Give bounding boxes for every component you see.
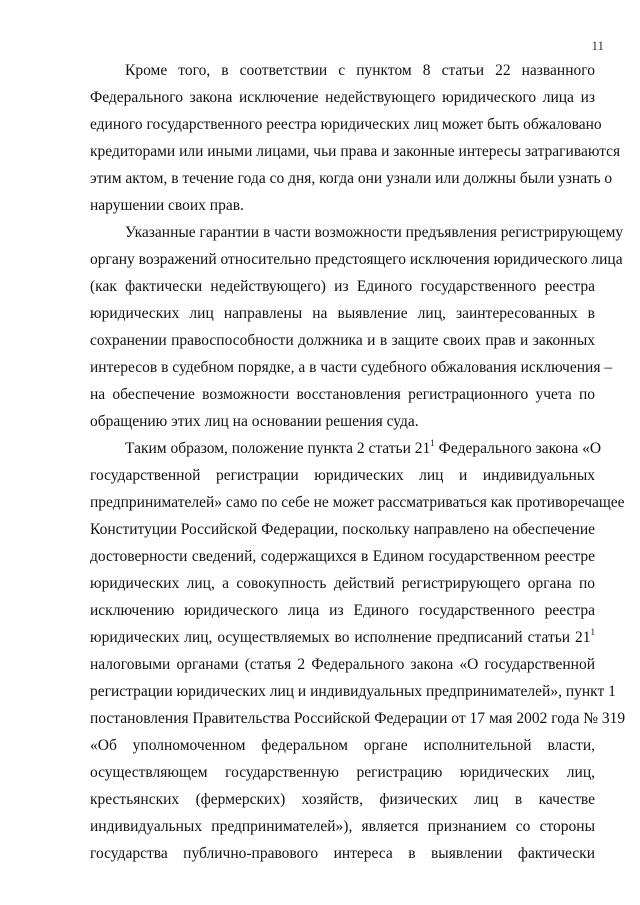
text-line: обращению этих лиц на основании решения суда. — [90, 413, 419, 430]
page-number: 11 — [591, 38, 604, 53]
superscript: 1 — [590, 627, 595, 637]
text-line: органу возражений относительно предстоящего исключения юридического лица — [90, 251, 623, 268]
text-line: Конституции Российской Федерации, поскольку направлено на обеспечение — [90, 521, 595, 538]
text-line — [90, 628, 595, 655]
text-line: единого государственного реестра юридических лиц может быть обжаловано — [90, 116, 602, 133]
text-line: регистрации юридических лиц и индивидуальных предпринимателей», пункт 1 — [90, 683, 616, 700]
paragraph-2 — [90, 223, 624, 439]
text-line: Указанные гарантии в части возможности предъявления регистрирующему — [125, 224, 624, 241]
text-fragment: Таким образом, положение пункта 2 статьи 21 — [125, 440, 431, 457]
document-body — [90, 61, 626, 871]
text-line: постановления Правительства Российской Федерации от 17 мая 2002 года № 319 — [90, 710, 626, 727]
text-line: Кроме того, в соответствии с пунктом 8 статьи 22 названного — [125, 62, 595, 79]
text-line: интересов в судебном порядке, а в части судебного обжалования исключения – — [90, 359, 613, 376]
text-line: государственной регистрации юридических лиц и индивидуальных — [90, 467, 595, 484]
text-line: крестьянских (фермерских) хозяйств, физических лиц в качестве — [90, 791, 595, 808]
text-line: осуществляющем государственную регистрацию юридических лиц, — [90, 764, 595, 781]
text-fragment: юридических лиц, осуществляемых во исполнение предписаний статьи 21 — [90, 629, 591, 646]
text-line: юридических лиц направлены на выявление лиц, заинтересованных в — [90, 305, 595, 322]
text-fragment: Федерального закона «О — [434, 440, 602, 457]
text-line: кредиторами или иными лицами, чьи права и законные интересы затрагиваются — [90, 143, 621, 160]
text-line: налоговыми органами (статья 2 Федерального закона «О государственной — [90, 656, 595, 673]
text-line: на обеспечение возможности восстановления регистрационного учета по — [90, 386, 595, 403]
text-line — [90, 438, 602, 466]
text-line: предпринимателей» само по себе не может рассматриваться как противоречащее — [90, 494, 625, 511]
text-line: (как фактически недействующего) из Единого государственного реестра — [90, 278, 595, 295]
superscript: 1 — [430, 438, 435, 448]
paragraph-1 — [90, 61, 621, 223]
text-line: юридических лиц, а совокупность действий регистрирующего органа по — [90, 575, 595, 592]
text-line: этим актом, в течение года со дня, когда они узнали или должны были узнать о — [90, 170, 613, 187]
text-line: сохранении правоспособности должника и в защите своих прав и законных — [90, 332, 595, 349]
text-line: Федерального закона исключение недействующего юридического лица из — [90, 89, 595, 106]
text-line: индивидуальных предпринимателей»), является признанием со стороны — [90, 818, 595, 835]
text-line: «Об уполномоченном федеральном органе исполнительной власти, — [90, 737, 595, 754]
paragraph-3 — [90, 438, 626, 871]
text-line: исключению юридического лица из Единого государственного реестра — [90, 602, 595, 619]
text-line: достоверности сведений, содержащихся в Едином государственном реестре — [90, 548, 595, 565]
text-line: нарушении своих прав. — [90, 197, 244, 214]
text-line: государства публично-правового интереса в выявлении фактически — [90, 845, 595, 862]
